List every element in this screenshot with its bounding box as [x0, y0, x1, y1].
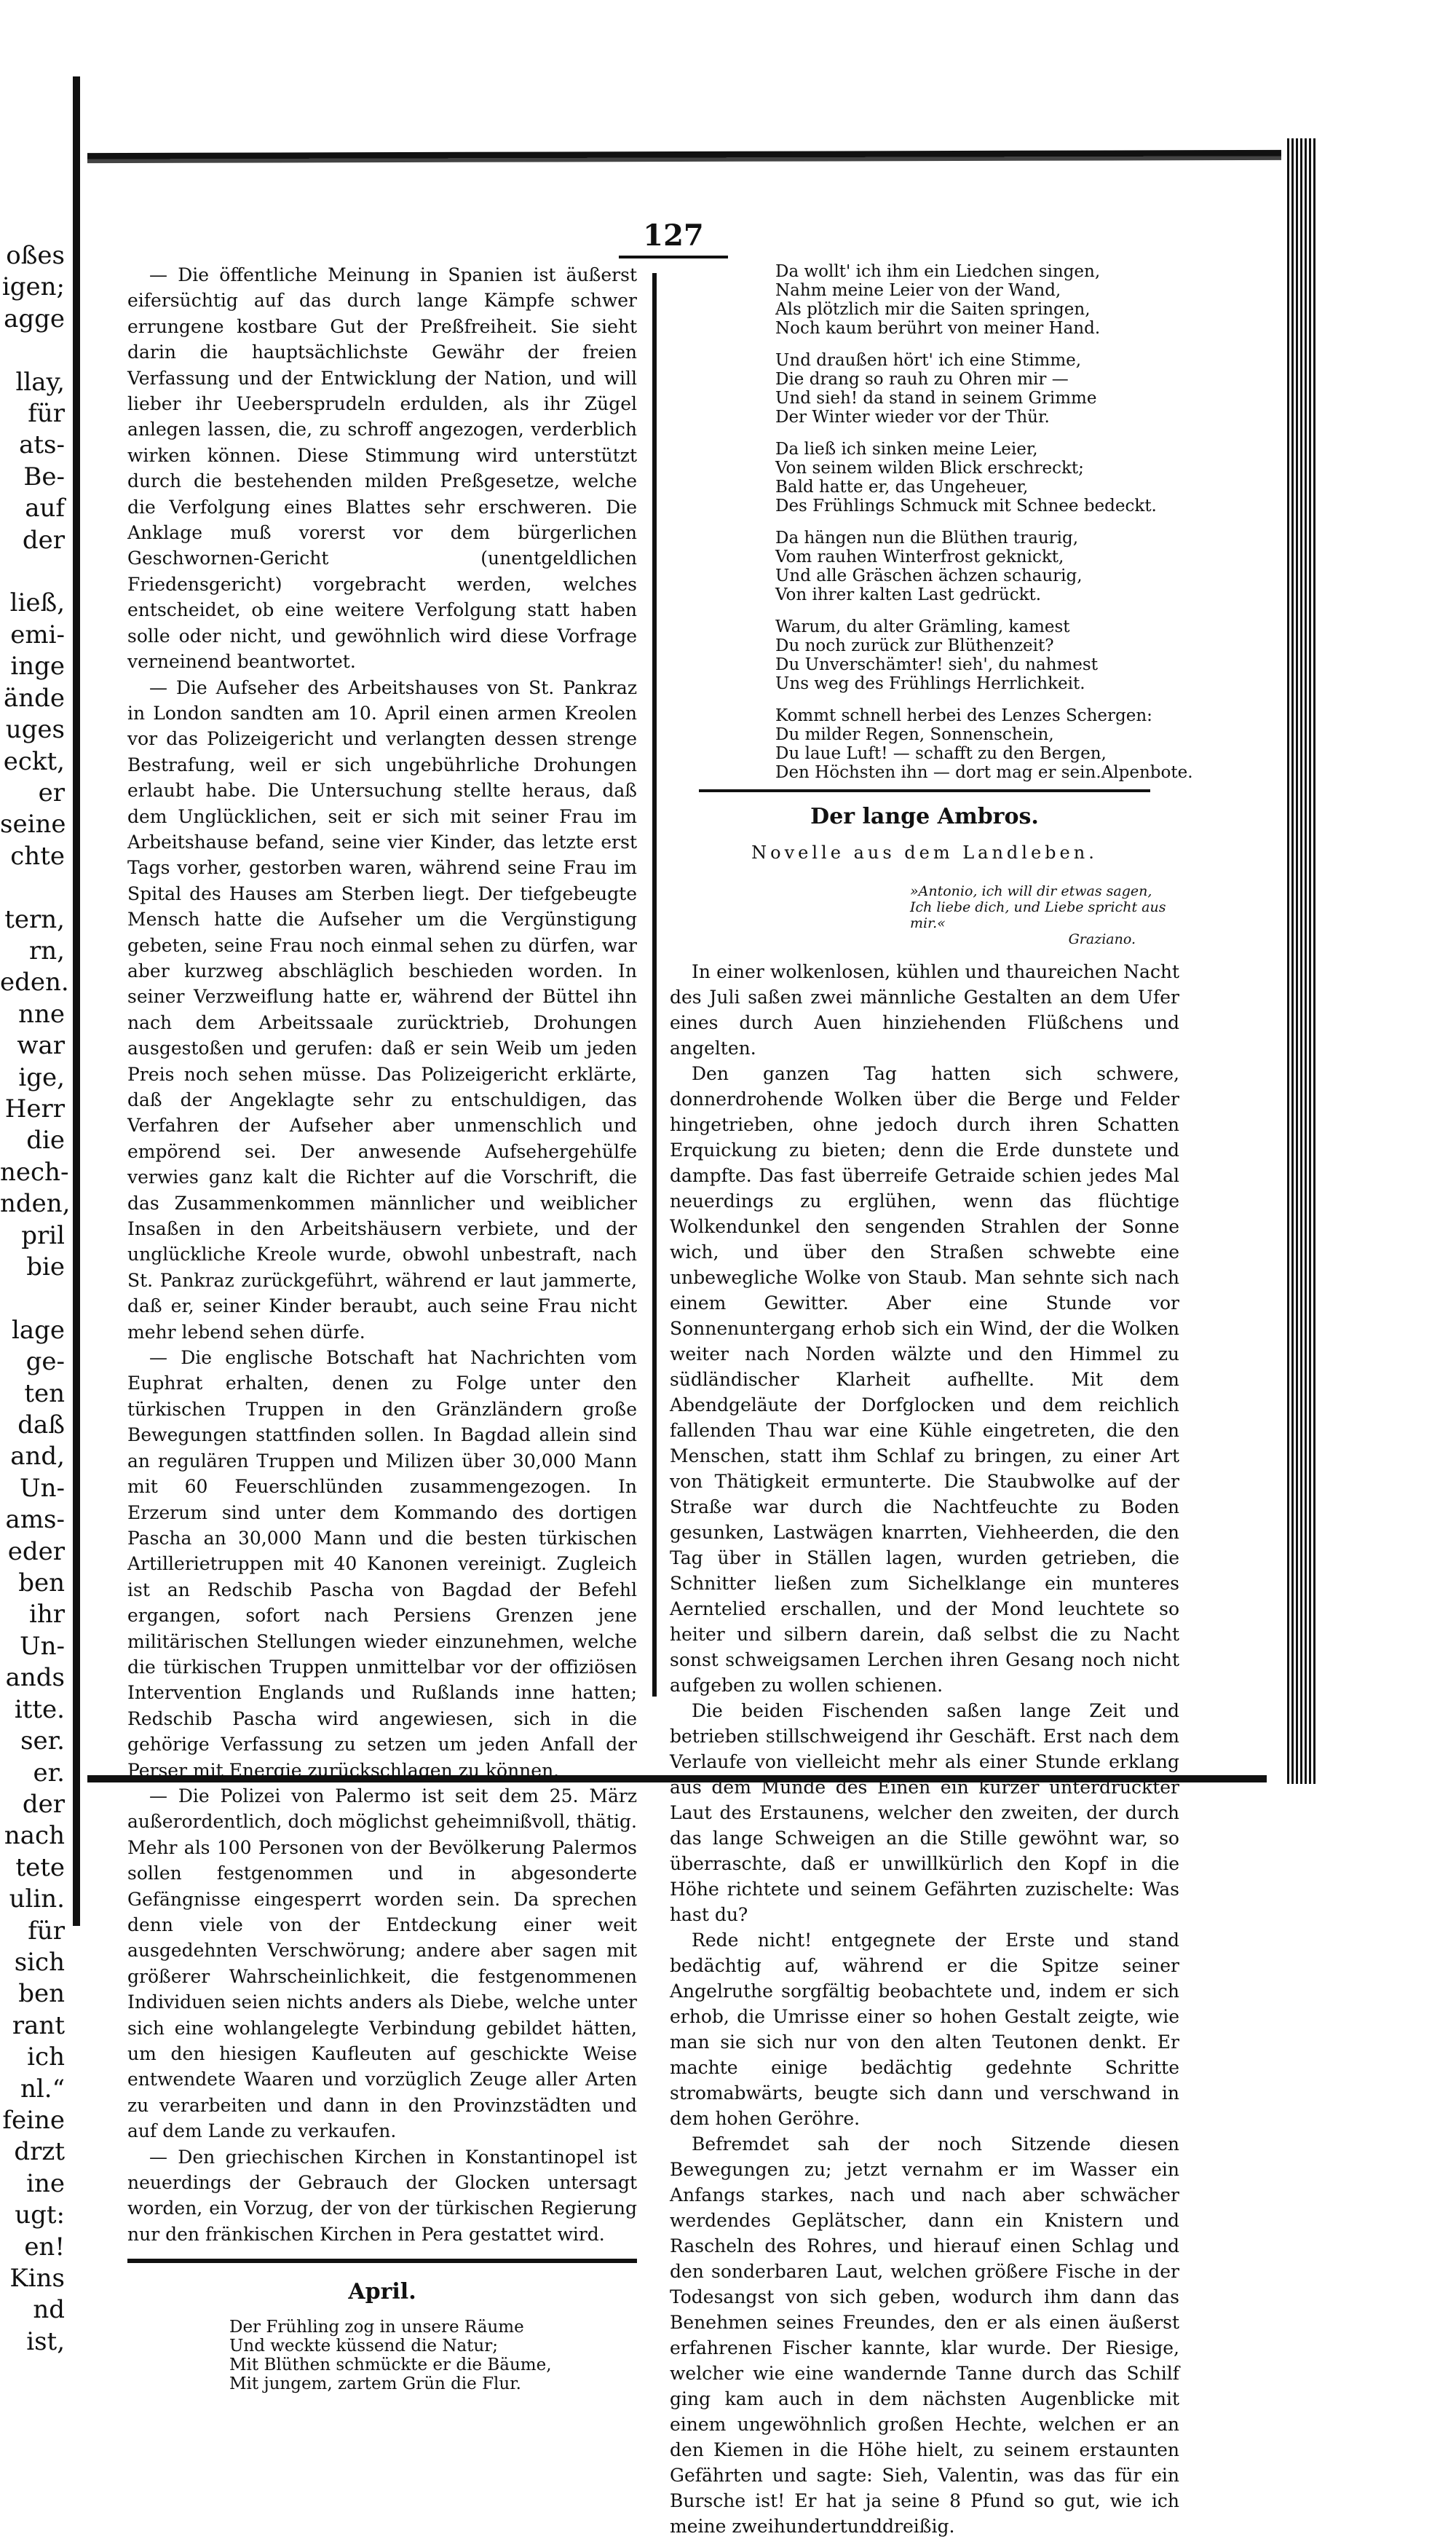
top-rule: [87, 150, 1281, 163]
poem-line: Und weckte küssend die Natur;: [229, 2337, 498, 2356]
poem-april-start: [229, 2318, 637, 2393]
fragment-text: ich: [27, 2042, 65, 2072]
news-items: [127, 262, 637, 2247]
fragment-text: Herr: [4, 1094, 65, 1124]
poem-title: April.: [348, 2279, 416, 2305]
poem-line: Und sieh! da stand in seinem Grimme: [775, 389, 1097, 408]
fragment-text: ugt:: [15, 2200, 65, 2230]
fragment-text: nd: [33, 2295, 65, 2325]
right-column: [670, 262, 1193, 2537]
fragment-text: ats-: [19, 430, 65, 460]
fragment-text: ben: [18, 1979, 65, 2009]
story-title: Der lange Ambros.: [810, 804, 1039, 829]
fragment-text: [0, 1283, 69, 1314]
fragment-text: [0, 335, 69, 366]
page-number: 127: [619, 218, 728, 258]
poem-signature: Alpenbote.: [1101, 763, 1193, 782]
fragment-text: ände: [3, 683, 65, 713]
epigraph: [910, 883, 1179, 947]
fragment-text: nech-: [0, 1157, 69, 1187]
poem-stanza: [775, 706, 1179, 763]
fragment-text: lage: [11, 1315, 65, 1345]
poem-line: Bald hatte er, das Ungeheuer,: [775, 478, 1029, 497]
fragment-text: sich: [14, 1947, 65, 1977]
paragraph: — Die englische Botschaft hat Nachrichten vom Euphrat erhalten, denen zu Folge unter den türkischen Truppen in den Gränzländern große Bewegungen stattfinden sollen. In Bagdad allein sind an regulären Truppen und Milizen über 30,000 Mann mit 60 Feuerschlünden zusammengezogen. In Erzerum sind unter dem Kommando des dortigen Pascha an 30,000 Mann und die besten türkischen Artillerietruppen mit 40 Kanonen vereinigt. Zugleich ist an Redschib Pascha von Bagdad der Befehl ergangen, sofort nach Persiens Grenzen jene militärischen Stellungen wieder einzunehmen, welche die türkischen Truppen unmittelbar vor der offiziösen Intervention Englands und Rußlands inne hatten; Redschib Pascha wird angewiesen, sich in die gehörige Verfassung zu setzen um jeden Anfall der Perser mit Energie zurückschlagen zu können.: [127, 1347, 637, 1781]
poem-line: Du noch zurück zur Blüthenzeit?: [775, 636, 1054, 655]
poem-line: Da hängen nun die Blüthen traurig,: [775, 529, 1079, 548]
poem-line: Da wollt' ich ihm ein Liedchen singen,: [775, 262, 1101, 281]
story-separator: [699, 789, 1150, 792]
fragment-text: er.: [33, 1758, 65, 1788]
poem-april-continued: [775, 262, 1179, 763]
fragment-text: ulin.: [9, 1884, 65, 1914]
fragment-text: nach: [4, 1821, 65, 1851]
poem-line: Warum, du alter Grämling, kamest: [775, 617, 1070, 636]
fragment-text: nl.“: [20, 2074, 65, 2104]
poem-line: Vom rauhen Winterfrost geknickt,: [775, 548, 1064, 566]
fragment-text: emi-: [10, 620, 65, 649]
fragment-text: ine: [26, 2168, 65, 2198]
paragraph: Die beiden Fischenden saßen lange Zeit und betrieben stillschweigend ihr Geschäft. Erst nach dem Verlaufe von vielleicht mehr als einer Stunde erklang aus dem Munde des Einen ein kurzer unterdrückter Laut des Erstaunens, welcher den zweiten, der durch das lange Schweigen an die Stille gewöhnt war, so überraschte, daß er unwillkürlich den Kopf in die Höhe richtete und seinem Gefährten zuzischelte: Was hast du?: [670, 1700, 1179, 1925]
previous-page-fragment: [0, 240, 71, 2356]
fragment-text: ams-: [5, 1505, 65, 1535]
fragment-text: inge: [10, 652, 65, 682]
poem-line: Als plötzlich mir die Saiten springen,: [775, 300, 1091, 319]
fragment-text: pril: [21, 1220, 65, 1250]
poem-line: Der Frühling zog in unsere Räume: [229, 2318, 524, 2337]
poem-line: Der Winter wieder vor der Thür.: [775, 408, 1050, 427]
poem-line: Den Höchsten ihn — dort mag er sein.: [775, 763, 1101, 782]
fragment-text: ten: [24, 1378, 65, 1408]
fragment-text: rant: [12, 2010, 65, 2040]
fragment-text: ist,: [26, 2326, 65, 2356]
fragment-text: en!: [24, 2232, 65, 2262]
poem-line: Von seinem wilden Blick erschreckt;: [775, 459, 1084, 478]
fragment-text: Un-: [19, 1473, 65, 1503]
fragment-text: and,: [10, 1442, 65, 1472]
poem-line: Mit Blüthen schmückte er die Bäume,: [229, 2356, 552, 2375]
fragment-text: nne: [18, 999, 65, 1029]
left-column: [127, 262, 637, 2394]
poem-line: Die drang so rauh zu Ohren mir —: [775, 370, 1069, 389]
fragment-text: der: [22, 1789, 65, 1819]
poem-stanza: [775, 262, 1179, 338]
paragraph: Rede nicht! entgegnete der Erste und stand bedächtig auf, während er die Spitze seiner Angelruthe sorgfältig beobachtete und, indem er sich erhob, die Umrisse einer so hohen Gestalt zeigte, wie man sie sich nur von den alten Teutonen denkt. Er machte einige bedächtig gedehnte Schritte stromabwärts, beugte sich dann und verschwand in dem hohen Geröhre.: [670, 1930, 1179, 2129]
fragment-text: ihr: [28, 1600, 65, 1630]
paragraph: — Den griechischen Kirchen in Konstantinopel ist neuerdings der Gebrauch der Glocken untersagt worden, ein Vorzug, der von der türkischen Regierung nur den fränkischen Kirchen in Pera gestattet wird.: [127, 2146, 637, 2245]
fragment-text: drzt: [14, 2137, 65, 2167]
fragment-text: ser.: [20, 1726, 65, 1756]
poem-line: Uns weg des Frühlings Herrlichkeit.: [775, 674, 1085, 693]
page-edge: [1287, 138, 1316, 1784]
poem-stanza: [775, 351, 1179, 427]
fragment-text: itte.: [14, 1694, 65, 1724]
poem-line: Mit jungem, zartem Grün die Flur.: [229, 2374, 521, 2394]
poem-line: Da ließ ich sinken meine Leier,: [775, 440, 1038, 459]
column-rule: [652, 273, 657, 1697]
fragment-text: der: [22, 525, 65, 555]
poem-line: Kommt schnell herbei des Lenzes Schergen:: [775, 706, 1152, 725]
fragment-text: daß: [17, 1410, 65, 1440]
fragment-text: ließ,: [9, 588, 65, 618]
paragraph: In einer wolkenlosen, kühlen und thaureichen Nacht des Juli saßen zwei männliche Gestalten an dem Ufer eines durch Auen hinziehenden Flüßchens und angelten.: [670, 961, 1179, 1059]
fragment-text: die: [26, 1126, 65, 1156]
fragment-text: uges: [5, 715, 65, 745]
epigraph-author: Graziano.: [1068, 931, 1136, 947]
fragment-text: nden,: [0, 1189, 71, 1219]
fragment-text: llay,: [15, 367, 65, 397]
fragment-text: feine: [2, 2105, 65, 2135]
paragraph: — Die Polizei von Palermo ist seit dem 25. März außerordentlich, doch möglichst geheimnißvoll, thätig. Mehr als 100 Personen von der Bevölkerung Palermos sollen festgenommen und in abgesonderte Gefängnisse eingesperrt worden sein. Da sprechen denn viele von der Entdeckung einer weit ausgedehnten Verschwörung; andere aber sagen mit größerer Wahrscheinlichkeit, die festgenommenen Individuen seien nichts anders als Diebe, welche unter sich eine wohlangelegte Verbindung gebildet hätten, um den hiesigen Kaufleuten auf geschickte Weise entwendete Waaren und vorzüglich Zeuge aller Arten zu verarbeiten und dann in den Provinzstädten und auf dem Lande zu verkaufen.: [127, 1785, 637, 2142]
fragment-text: tern,: [4, 904, 65, 934]
epigraph-line: Ich liebe dich, und Liebe spricht aus mir.«: [910, 899, 1166, 931]
column-separator: [127, 2259, 637, 2263]
fragment-text: ige,: [18, 1062, 65, 1092]
fragment-text: Un-: [19, 1631, 65, 1661]
fragment-text: chte: [10, 841, 65, 871]
fragment-text: Kins: [9, 2264, 65, 2293]
poem-stanza: [775, 529, 1179, 604]
fragment-text: war: [17, 1031, 65, 1061]
fragment-text: bie: [26, 1252, 65, 1282]
fragment-text: für: [28, 1916, 65, 1946]
fragment-text: ands: [5, 1663, 65, 1693]
poem-line: Von ihrer kalten Last gedrückt.: [775, 585, 1042, 604]
poem-line: Und draußen hört' ich eine Stimme,: [775, 351, 1082, 370]
paragraph: — Die öffentliche Meinung in Spanien ist äußerst eifersüchtig auf das durch lange Kämpfe schwer errungene kostbare Gut der Preßfreiheit. Sie sieht darin die hauptsächlichste Gewähr der freien Verfassung und der Entwicklung der Nation, und will lieber ihr Ueebersprudeln erdulden, als ihr Zügel anlegen lassen, die, zu schroff angezogen, verderblich wirken können. Diese Stimmung wird unterstützt durch die bestehenden milden Preßgesetze, welche die Verfolgung eines Blattes sehr erschweren. Die Anklage muß vorerst vor dem bürgerlichen Geschwornen-Gericht (unentgeldlichen Friedensgericht) vorgebracht werden, welches entscheidet, ob eine weitere Verfolgung statt haben solle oder nicht, und gewöhnlich wird diese Vorfrage verneinend beantwortet.: [127, 264, 637, 673]
fragment-text: eckt,: [3, 746, 65, 776]
fragment-text: er: [38, 778, 65, 807]
poem-line: Du milder Regen, Sonnenschein,: [775, 725, 1054, 744]
fragment-text: ben: [18, 1568, 65, 1598]
poem-line: Du Unverschämter! sieh', du nahmest: [775, 655, 1098, 674]
paragraph: Den ganzen Tag hatten sich schwere, donnerdrohende Wolken über die Berge und Felder hingetrieben, ohne jedoch durch ihren Schatten Erquickung zu bieten; denn die Erde dunstete und dampfte. Das fast überreife Getraide schien jedes Mal neuerdings zu erglühen, wenn das flüchtige Wolkendunkel den sengenden Strahlen der Sonne wich, und über den Straßen schwebte eine unbewegliche Wolke von Staub. Man sehnte sich nach einem Gewitter. Aber eine Stunde vor Sonnenuntergang erhob sich ein Wind, der die Wolken weiter nach Norden wälzte und den Himmel zu südländischer Klarheit aufhellte. Mit dem Abendgeläute der Dorfglocken und dem reichlich fallenden Thau war eine Kühle eingetreten, die den Menschen, statt ihm Schlaf zu bringen, zu einer Art von Thätigkeit ermunterte. Die Staubwolke auf der Straße war durch die Nachtfeuchte zu Boden gesunken, Lastwägen knarrten, Viehheerden, die den Tag über in Ställen lagen, wurden getrieben, die Schnitter ließen zum Sichelklange ein munteres Aerntelied erschallen, und der Mond leuchtete so heiter und silbern darein, daß selbst die zu Nacht sonst schweigsamen Lerchen ihren Gesang noch nicht aufgeben zu wollen schienen.: [670, 1063, 1179, 1696]
poem-line: Des Frühlings Schmuck mit Schnee bedeckt.: [775, 497, 1157, 516]
fragment-text: [0, 872, 69, 904]
fragment-text: auf: [25, 494, 65, 524]
fragment-text: seine: [0, 810, 66, 840]
paragraph: Befremdet sah der noch Sitzende diesen Bewegungen zu; jetzt vernahm er im Wasser ein Anfangs starkes, nach und nach aber schwächer werdendes Geplätscher, dann ein Knistern und Rascheln des Rohres, und hierauf einen Schlag und den sonderbaren Laut, welchen größere Fische in der Todesangst von sich geben, wodurch ihm dann das Benehmen seines Freundes, den er als einen äußerst erfahrenen Fischer kannte, klar wurde. Der Riesige, welcher wie eine wandernde Tanne durch das Schilf ging kam auch in dem nächsten Augenblicke mit einem ungewöhnlich großen Hechte, welchen er an den Kiemen in die Höhe hielt, zu seinem erstaunten Gefährten und sagte: Sieh, Valentin, was das für ein Bursche ist! Er hat ja seine 8 Pfund so gut, wie ich meine zweihundertunddreißig.: [670, 2133, 1179, 2537]
story-subtitle: Novelle aus dem Landleben.: [751, 842, 1098, 863]
fragment-text: für: [28, 399, 65, 429]
poem-stanza: [775, 617, 1179, 693]
binding-edge: [73, 76, 80, 1926]
poem-line: Du laue Luft! — schafft zu den Bergen,: [775, 744, 1107, 763]
fragment-text: eden.: [0, 968, 69, 998]
poem-line: Nahm meine Leier von der Wand,: [775, 281, 1061, 300]
story-text: [670, 959, 1179, 2539]
fragment-text: agge: [4, 304, 65, 333]
poem-last-line: [775, 763, 1193, 782]
epigraph-line: »Antonio, ich will dir etwas sagen,: [910, 883, 1152, 899]
poem-line: Noch kaum berührt von meiner Hand.: [775, 319, 1101, 338]
fragment-text: [0, 556, 69, 588]
fragment-text: eder: [7, 1536, 65, 1566]
fragment-text: rn,: [29, 936, 65, 966]
paragraph: — Die Aufseher des Arbeitshauses von St. Pankraz in London sandten am 10. April einen armen Kreolen vor das Polizeigericht und verlangten dessen strenge Bestrafung, weil er sich ungebührliche Drohungen erlaubt habe. Die Untersuchung stellte heraus, daß dem Unglücklichen, seit er sich mit seiner Frau im Arbeitshause befand, seine vier Kinder, das letzte erst Tags vorher, gestorben waren, während seine Frau im Spital des Hauses am Sterben liegt. Der tiefgebeugte Mensch hatte die Aufseher um die Vergünstigung gebeten, seine Frau noch einmal sehen zu dürfen, war aber kurzweg abschläglich beschieden worden. In seiner Verzweiflung hatte er, während der Büttel ihn nach dem Arbeitssaale zurücktrieb, Drohungen ausgestoßen und gerufen: daß er sein Weib um jeden Preis noch sehen müsse. Das Polizeigericht erklärte, daß der Angeklagte sehr zu entschuldigen, das Verfahren der Aufseher aber unmenschlich und empörend sei. Der anwesende Aufsehergehülfe verwies ganz kalt die Richter auf die Vorschrift, die das Zusammenkommen männlicher und weiblicher Insaßen in den Arbeitshäusern verbiete, und der unglückliche Kreole wurde, obwohl unbestraft, nach St. Pankraz zurückgeführt, während er laut jammerte, daß er, seiner Kinder beraubt, auch seine Frau nicht mehr lebend sehen dürfe.: [127, 676, 637, 1343]
fragment-text: igen;: [1, 272, 65, 302]
fragment-text: oßes: [6, 241, 65, 270]
fragment-text: tete: [15, 1852, 65, 1882]
fragment-text: ge-: [25, 1347, 65, 1377]
poem-line: Und alle Gräschen ächzen schaurig,: [775, 566, 1083, 585]
fragment-text: Be-: [23, 462, 65, 491]
poem-stanza: [775, 440, 1179, 516]
